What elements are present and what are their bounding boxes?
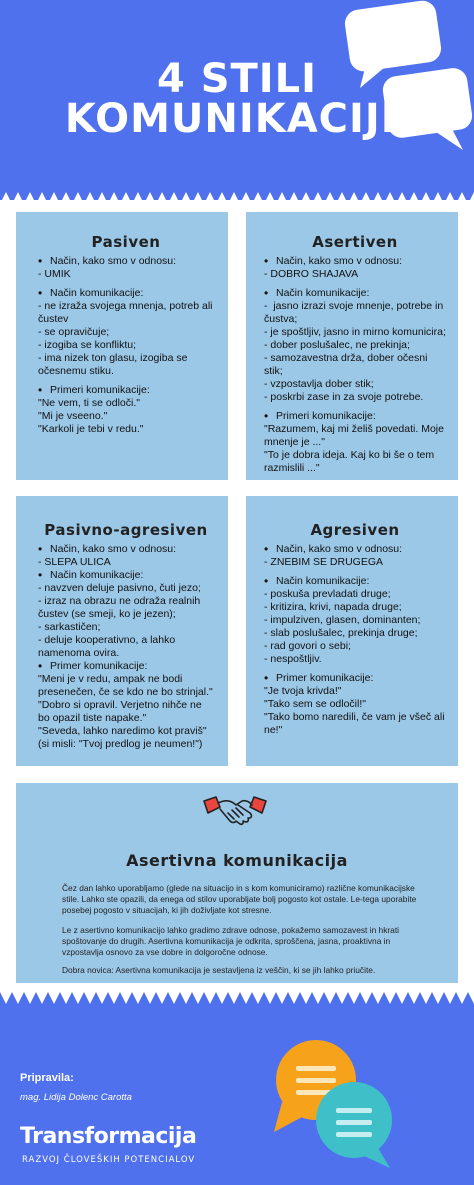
chat-bubbles-icon [268, 1032, 394, 1168]
card-pasiven [16, 212, 228, 480]
company-tagline: RAZVOJ ČLOVEŠKIH POTENCIALOV [22, 1155, 196, 1165]
section-line: "Razumem, kaj mi želiš povedati. Moje mnenje je ..." [264, 423, 447, 448]
section-line: "Je tvoja krivda!" [264, 685, 342, 697]
section-line: "To je dobra ideja. Kaj ko bi še o tem razmislili ..." [264, 449, 437, 474]
card-pasivno-agresiven [16, 496, 228, 766]
section-heading: • Način komunikacije: [38, 287, 214, 300]
section-heading: • Primeri komunikacije: [38, 384, 214, 397]
section-line: - nespoštljiv. [264, 653, 322, 665]
assertive-paragraph: Dobra novica: Asertivna komunikacija je sestavljena iz veščin, ki se jih lahko priučite. [62, 965, 376, 975]
card-agresiven [246, 496, 458, 766]
section-heading: • Način komunikacije: [264, 287, 446, 300]
section-line: "Seveda, lahko naredimo kot praviš" (si misli: "Tvoj predlog je neumen!") [38, 725, 210, 750]
section-line: - slab poslušalec, prekinja druge; [264, 627, 418, 639]
section-line: "Karkoli je tebi v redu." [38, 423, 144, 435]
section-line: - SLEPA ULICA [38, 556, 111, 568]
card-asertiven [246, 212, 458, 480]
card-title: Pasivno-agresiven [44, 521, 208, 539]
section-line: - navzven deluje pasivno, čuti jezo; [38, 582, 201, 594]
section-line: - ne izraža svojega mnenja, potreb ali čustev [38, 300, 216, 325]
section-line: - samozavestna drža, dober očesni stik; [264, 352, 431, 377]
section-line: - vzpostavlja dober stik; [264, 378, 374, 390]
prepared-label: Pripravila: [20, 1072, 74, 1084]
assertive-communication-box [16, 783, 458, 983]
assertive-paragraph: Čez dan lahko uporabljamo (glede na situacijo in s kom komuniciramo) različne komunikacijske stile. Lahko ste opazili, da enega od stilov uporabljate bolj pogosto kot ostale. Le-tega uporabite posebej pogosto v situacijah, ki jih doživljate kot stresne. [62, 883, 417, 915]
section-line: - sarkastičen; [38, 621, 101, 633]
assertive-paragraph: Le z asertivno komunikacijo lahko gradimo zdrave odnose, pokažemo samozavest in hkrati spoštovanje do drugih. Asertivna komunikacija je odkrita, sproščena, jasna, proaktivna in vzpostavlja osnovo za vse dobre in dolgoročne odnose. [62, 925, 400, 957]
card-title: Asertiven [312, 233, 398, 251]
section-heading: • Način, kako smo v odnosu: [264, 255, 446, 268]
section-heading: • Način komunikacije: [38, 569, 214, 582]
section-line: - deluje kooperativno, a lahko namenoma ovira. [38, 634, 179, 659]
section-line: "Meni je v redu, ampak ne bodi presenečen, če se kdo ne bo strinjal." [38, 673, 213, 698]
section-line: - se opravičuje; [38, 326, 110, 338]
section-line: - kritizira, krivi, napada druge; [264, 601, 402, 613]
page-title-line2: KOMUNIKACIJE [64, 96, 410, 142]
section-heading: • Način, kako smo v odnosu: [38, 255, 214, 268]
section-line: - rad govori o sebi; [264, 640, 351, 652]
section-line: - je spoštljiv, jasno in mirno komunicira; [264, 326, 446, 338]
section-line: "Ne vem, ti se odloči." [38, 397, 140, 409]
section-heading: • Primeri komunikacije: [264, 410, 446, 423]
handshake-icon [202, 791, 268, 831]
section-line: "Mi je vseeno." [38, 410, 108, 422]
section-line: "Tako sem se odločil!" [264, 698, 366, 710]
section-line: - dober poslušalec, ne prekinja; [264, 339, 410, 351]
assertive-title: Asertivna komunikacija [126, 851, 348, 870]
card-title: Agresiven [310, 521, 400, 539]
page-title-line1: 4 STILI [156, 56, 318, 102]
section-heading: • Način komunikacije: [264, 575, 446, 588]
section-line: - impulziven, glasen, dominanten; [264, 614, 421, 626]
section-line: "Tako bomo naredili, če vam je všeč ali ne!" [264, 711, 448, 736]
section-heading: • Primer komunikacije: [264, 672, 446, 685]
zigzag-divider-bottom [0, 992, 474, 1008]
section-line: - izogiba se konfliktu; [38, 339, 137, 351]
section-line: - poskuša prevladati druge; [264, 588, 391, 600]
company-logo: Transformacija [20, 1124, 197, 1149]
section-line: "Dobro si opravil. Verjetno nihče ne bo opazil tiste napake." [38, 699, 205, 724]
card-title: Pasiven [91, 233, 161, 251]
section-heading: • Način, kako smo v odnosu: [38, 543, 214, 556]
section-line: - izraz na obrazu ne odraža realnih čustev (se smeji, ko je jezen); [38, 595, 204, 620]
section-line: - DOBRO SHAJAVA [264, 268, 359, 280]
section-line: - poskrbi zase in za svoje potrebe. [264, 391, 424, 403]
section-heading: • Primer komunikacije: [38, 660, 214, 673]
section-line: - jasno izrazi svoje mnenje, potrebe in čustva; [264, 300, 447, 325]
author-name: mag. Lidija Dolenc Carotta [20, 1092, 132, 1103]
section-line: - UMIK [38, 268, 71, 280]
section-heading: • Način, kako smo v odnosu: [264, 543, 446, 556]
header [0, 0, 474, 190]
section-line: - ima nizek ton glasu, izogiba se očesnemu stiku. [38, 352, 191, 377]
section-line: - ZNEBIM SE DRUGEGA [264, 556, 384, 568]
